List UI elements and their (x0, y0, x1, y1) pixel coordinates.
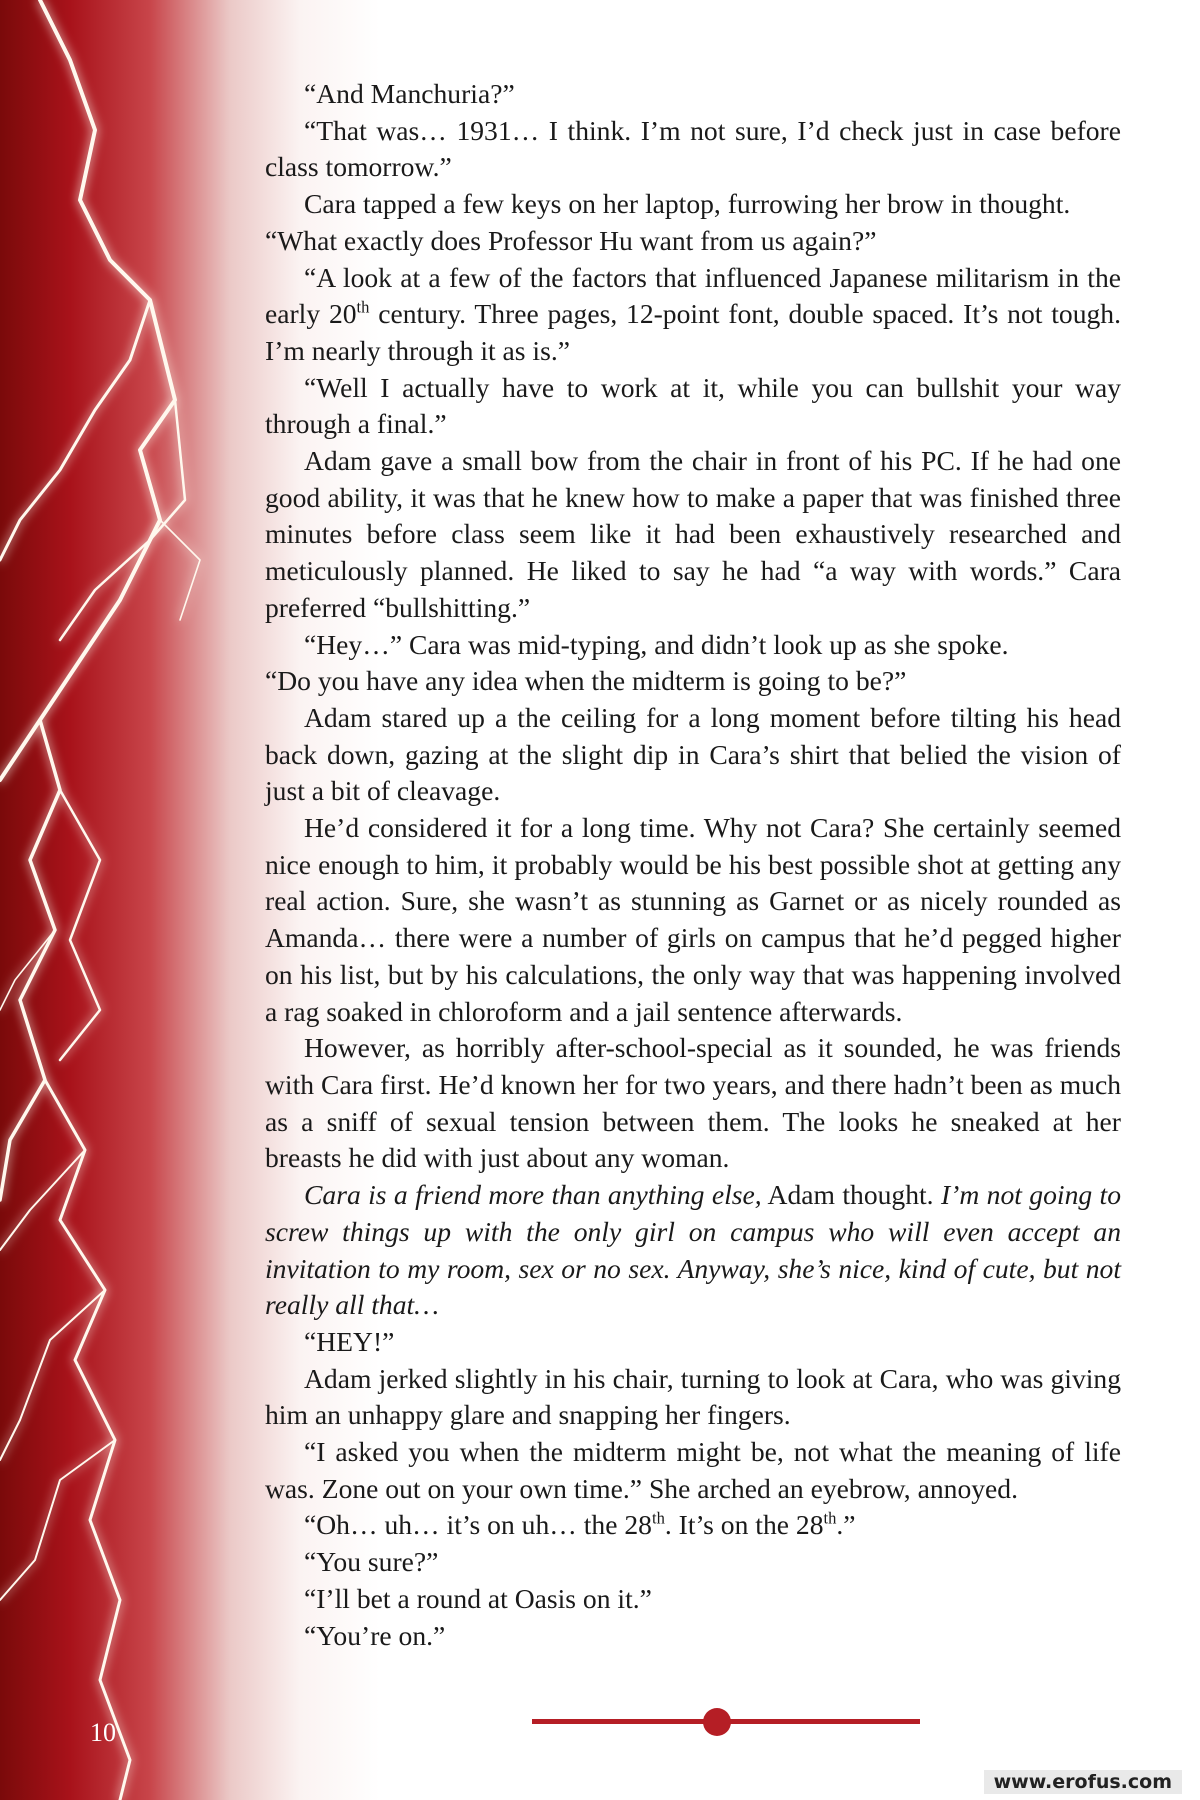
superscript: th (651, 1508, 665, 1528)
paragraph (265, 260, 1121, 370)
paragraph: Adam gave a small bow from the chair in front of his PC. If he had one good ability, it was that he knew how to make a paper that was finished three minutes before class seem like it had been exhaustively researched and meticulously planned. He liked to say he had “a way with words.” Cara preferred “bullshitting.” (265, 445, 1121, 623)
italic-thought: Cara is a friend more than anything else, (304, 1179, 762, 1211)
superscript: th (356, 297, 370, 317)
divider-dot-icon (703, 1708, 731, 1736)
watermark: www.erofus.com (984, 1770, 1182, 1794)
paragraph: “I’ll bet a round at Oasis on it.” (304, 1582, 652, 1614)
page-number: 10 (90, 1718, 116, 1747)
paragraph: “I asked you when the midterm might be, not what the meaning of life was. Zone out on your own time.” She arched an eyebrow, annoyed. (265, 1436, 1121, 1504)
italic-thought: I’m not going to screw things up with the only girl on campus who will even accept an invitation to my room, sex or no sex. Anyway, she’s nice, kind of cute, but not really all that… (265, 1179, 1122, 1321)
paragraph: “You’re on.” (304, 1619, 446, 1651)
paragraph-text: “A look at a few of the factors that influenced Japanese militarism in the early 20 (265, 261, 1121, 330)
paragraph: “HEY!” (304, 1325, 395, 1357)
paragraph: Adam stared up a the ceiling for a long moment before tilting his head back down, gazing at the slight dip in Cara’s shirt that belied the vision of just a bit of cleavage. (265, 701, 1121, 807)
paragraph: “And Manchuria?” (304, 78, 515, 109)
paragraph: “What exactly does Professor Hu want from us again?” (265, 224, 877, 256)
paragraph-text: “Oh… uh… it’s on uh… the 28 (304, 1509, 652, 1541)
paragraph-text: century. Three pages, 12-point font, double spaced. It’s not tough. I’m nearly through it as is.” (265, 298, 1121, 366)
paragraph: “Hey…” Cara was mid-typing, and didn’t look up as she spoke. (304, 628, 1009, 660)
paragraph: However, as horribly after-school-special as it sounded, he was friends with Cara first. He’d known her for two years, and there hadn’t been as much as a sniff of sexual tension between them. The looks he sneaked at her breasts he did with just about any woman. (265, 1032, 1121, 1174)
paragraph: Adam jerked slightly in his chair, turning to look at Cara, who was giving him an unhappy glare and snapping her fingers. (265, 1362, 1121, 1431)
lightning-bolt-illustration (0, 0, 260, 1800)
paragraph: He’d considered it for a long time. Why not Cara? She certainly seemed nice enough to him, it probably would be his best possible shot at getting any real action. Sure, she wasn’t as stunning as Garnet or as nicely rounded as Amanda… there were a number of girls on campus that he’d pegged higher on his list, but by his calculations, the only way that was happening involved a rag soaked in chloroform and a jail sentence afterwards. (265, 812, 1121, 1027)
paragraph-text: . It’s on the 28 (664, 1509, 824, 1541)
paragraph: “Do you have any idea when the midterm is going to be?” (265, 665, 907, 697)
superscript: th (823, 1508, 837, 1528)
paragraph (265, 1177, 1121, 1324)
paragraph: “That was… 1931… I think. I’m not sure, I’d check just in case before class tomorrow.” (265, 114, 1121, 183)
story-text (265, 76, 1121, 1654)
paragraph: “You sure?” (304, 1546, 439, 1578)
section-divider (532, 1708, 920, 1734)
paragraph: Cara tapped a few keys on her laptop, furrowing her brow in thought. (304, 188, 1071, 220)
paragraph-text: .” (836, 1509, 856, 1541)
paragraph (265, 1507, 1121, 1544)
paragraph: “Well I actually have to work at it, while you can bullshit your way through a final.” (265, 371, 1121, 440)
paragraph-text: Adam thought. (761, 1179, 941, 1211)
